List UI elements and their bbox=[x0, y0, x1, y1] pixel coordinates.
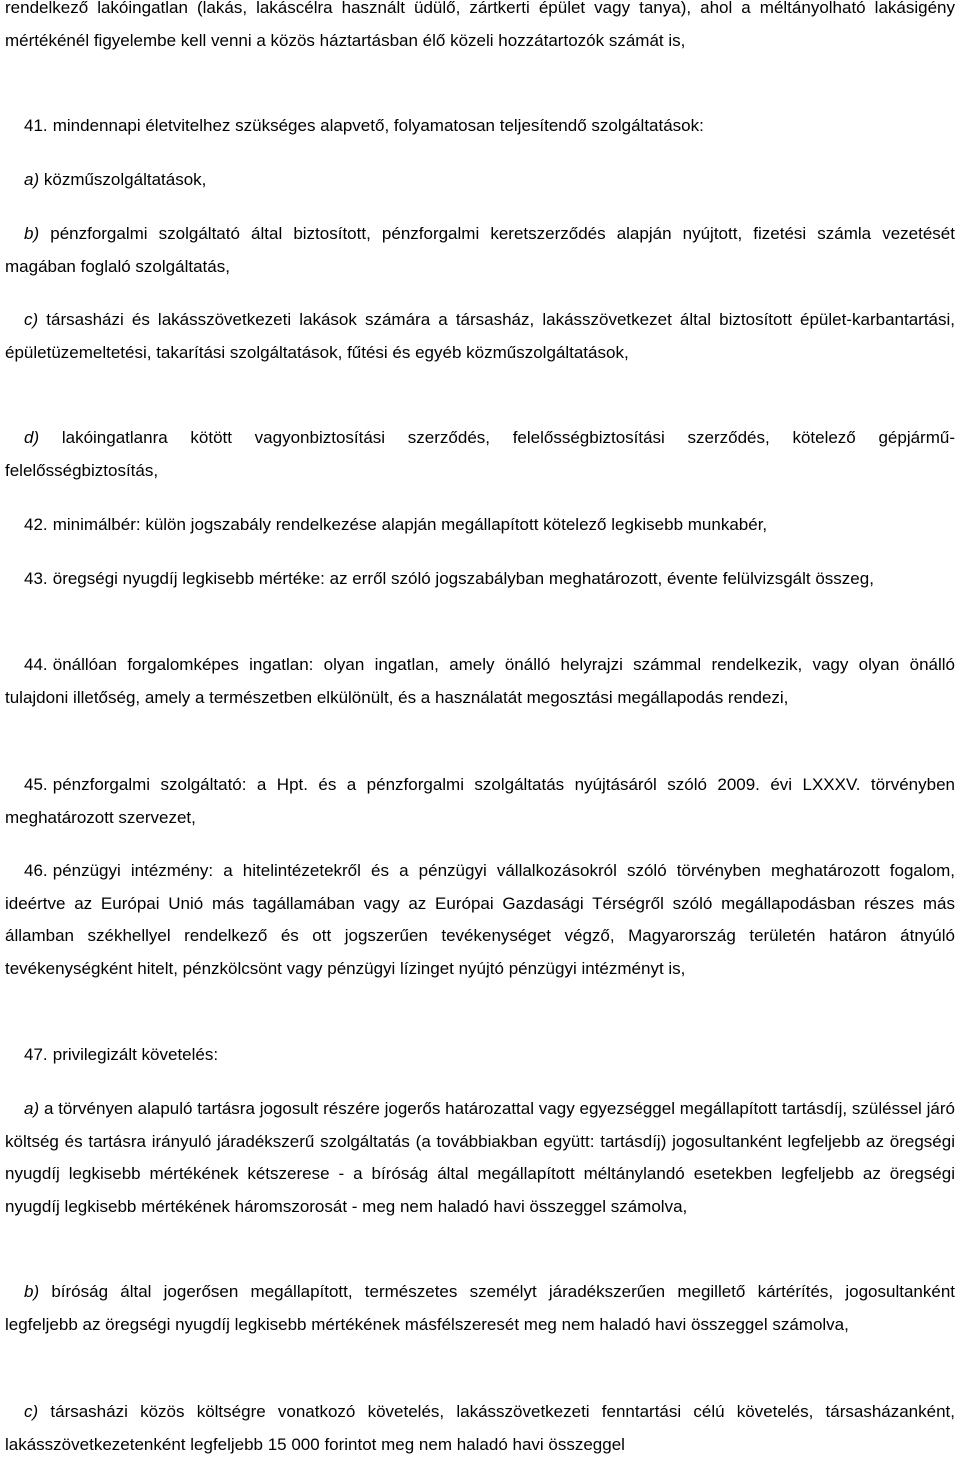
item-number: 43. bbox=[24, 569, 48, 588]
sub-item-label: a) bbox=[24, 1099, 40, 1118]
sub-item-label: c) bbox=[24, 310, 39, 329]
definition-45 bbox=[5, 769, 955, 834]
definition-text: pénzforgalmi szolgáltató: a Hpt. és a pénzforgalmi szolgáltatás nyújtásáról szóló 2009. évi LXXXV. törvényben meghatározott szervezet, bbox=[5, 775, 955, 827]
paragraph-text: rendelkező lakóingatlan (lakás, lakáscélra használt üdülő, zártkerti épület vagy tanya), ahol a méltányolható lakásigény mértékénél figyelembe kell venni a közös háztartásban élő közeli hozzátartozók számát is, bbox=[5, 0, 955, 50]
definition-41-c bbox=[5, 304, 955, 369]
item-number: 46. bbox=[24, 861, 48, 880]
definition-text: mindennapi életvitelhez szükséges alapvető, folyamatosan teljesítendő szolgáltatások: bbox=[52, 116, 704, 135]
sub-item-text: a törvényen alapuló tartásra jogosult részére jogerős határozattal vagy egyezséggel megállapított tartásdíj, szüléssel járó költség és tartásra irányuló járadékszerű szolgáltatás (a továbbiakban együtt: tartásdíj) jogosultanként legfeljebb az öregségi nyugdíj legkisebb mértékének kétszerese - a bíróság által megállapított méltánylandó esetekben legfeljebb az öregségi nyugdíj legkisebb mértékének háromszorosát - meg nem haladó havi összeggel számolva, bbox=[5, 1099, 955, 1216]
sub-item-text: pénzforgalmi szolgáltató által biztosított, pénzforgalmi keretszerződés alapján nyújtott, fizetési számla vezetését magában foglaló szolgáltatás, bbox=[5, 224, 955, 276]
definition-46 bbox=[5, 855, 955, 985]
definition-47-c bbox=[5, 1396, 955, 1458]
sub-item-label: c) bbox=[24, 1402, 39, 1421]
sub-item-text: társasházi közös költségre vonatkozó követelés, lakásszövetkezeti fenntartási célú követelés, társasházanként, lakásszövetkezetenként legfeljebb 15 000 forintot meg nem haladó havi összeggel bbox=[5, 1402, 955, 1454]
sub-item-text: társasházi és lakásszövetkezeti lakások számára a társasház, lakásszövetkezet által biztosított épület-karbantartási, épületüzemeltetési, takarítási szolgáltatások, fűtési és egyéb közműszolgáltatások, bbox=[5, 310, 955, 362]
definition-41-d bbox=[5, 422, 955, 487]
sub-item-label: b) bbox=[24, 1282, 40, 1301]
item-number: 44. bbox=[24, 655, 48, 674]
item-number: 47. bbox=[24, 1045, 48, 1064]
sub-item-text: lakóingatlanra kötött vagyonbiztosítási szerződés, felelősségbiztosítási szerződés, kötelező gépjármű-felelősségbiztosítás, bbox=[5, 428, 955, 480]
definition-41-b bbox=[5, 218, 955, 283]
item-number: 45. bbox=[24, 775, 48, 794]
sub-item-label: b) bbox=[24, 224, 40, 243]
definition-41-a bbox=[5, 164, 955, 197]
definition-42 bbox=[5, 509, 955, 542]
sub-item-text: közműszolgáltatások, bbox=[43, 170, 207, 189]
sub-item-label: d) bbox=[24, 428, 40, 447]
definition-text: privilegizált követelés: bbox=[52, 1045, 219, 1064]
definition-41 bbox=[5, 110, 955, 143]
paragraph-continued bbox=[5, 0, 955, 57]
definition-text: minimálbér: külön jogszabály rendelkezése alapján megállapított kötelező legkisebb munkabér, bbox=[52, 515, 768, 534]
sub-item-text: bíróság által jogerősen megállapított, természetes személyt járadékszerűen megillető kártérítés, jogosultanként legfeljebb az öregségi nyugdíj legkisebb mértékének másfélszeresét meg nem haladó havi összeggel számolva, bbox=[5, 1282, 955, 1334]
definition-text: önállóan forgalomképes ingatlan: olyan ingatlan, amely önálló helyrajzi számmal rendelkezik, vagy olyan önálló tulajdoni illetőség, amely a természetben elkülönült, és a használatát megosztási megállapodás rendezi, bbox=[5, 655, 955, 707]
definition-text: öregségi nyugdíj legkisebb mértéke: az erről szóló jogszabályban meghatározott, évente felülvizsgált összeg, bbox=[52, 569, 874, 588]
definition-47-b bbox=[5, 1276, 955, 1341]
definition-43 bbox=[5, 563, 955, 596]
definition-47-a bbox=[5, 1093, 955, 1223]
item-number: 42. bbox=[24, 515, 48, 534]
definition-47 bbox=[5, 1039, 955, 1072]
definition-44 bbox=[5, 649, 955, 714]
item-number: 41. bbox=[24, 116, 48, 135]
definition-text: pénzügyi intézmény: a hitelintézetekről és a pénzügyi vállalkozásokról szóló törvényben meghatározott fogalom, ideértve az Európai Unió más tagállamában vagy az Európai Gazdasági Térségről szóló megállapodásban részes más államban székhellyel rendelkező és ott jogszerűen tevékenységet végző, Magyarország területén határon átnyúló tevékenységként hitelt, pénzkölcsönt vagy pénzügyi lízinget nyújtó pénzügyi intézményt is, bbox=[5, 861, 955, 978]
sub-item-label: a) bbox=[24, 170, 40, 189]
